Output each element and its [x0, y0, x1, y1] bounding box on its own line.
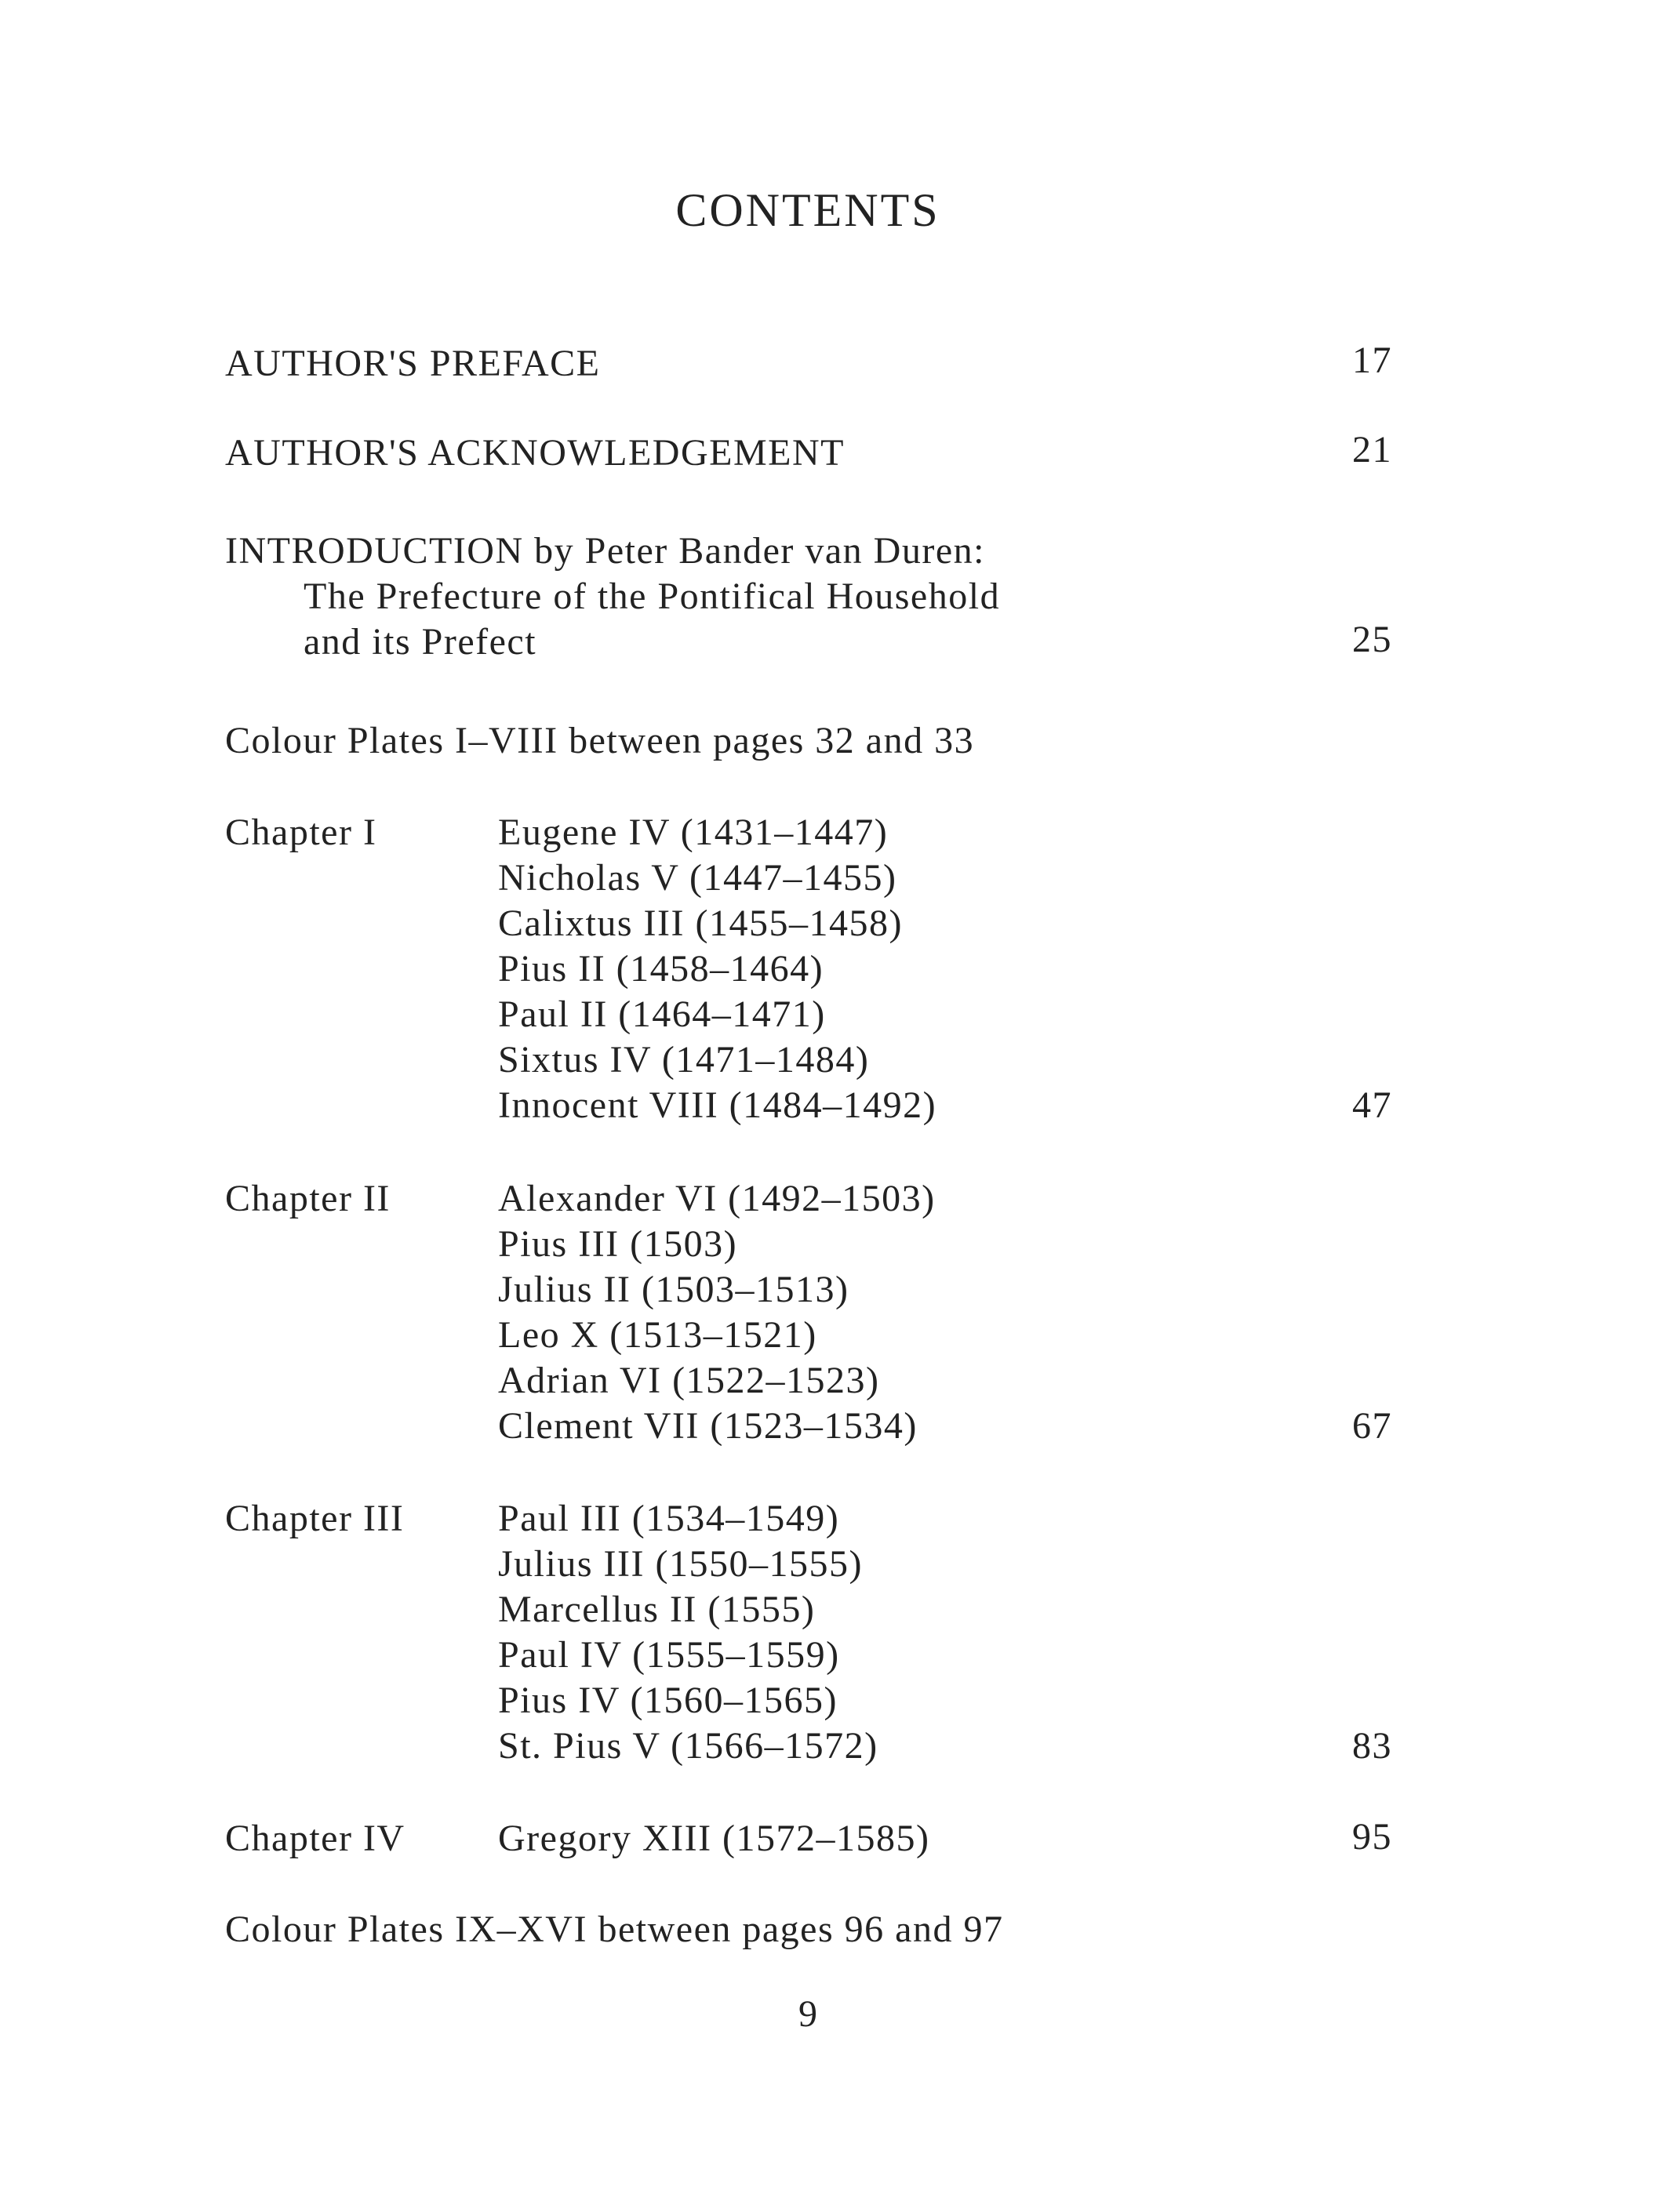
pope-entry: St. Pius V (1566–1572) [498, 1725, 878, 1767]
pope-entry: Julius II (1503–1513) [498, 1269, 849, 1310]
toc-entry-acknowledgement [225, 430, 845, 476]
pope-entry: Paul III (1534–1549) [498, 1498, 840, 1539]
pope-entry: Marcellus II (1555) [498, 1589, 816, 1630]
toc-page-number: 67 [1352, 1405, 1392, 1447]
toc-entry-introduction [225, 528, 1000, 665]
chapter-label: Chapter IV [225, 1818, 405, 1859]
pope-entry: Leo X (1513–1521) [498, 1314, 817, 1356]
chapter-label: Chapter II [225, 1178, 391, 1219]
pope-entry: Nicholas V (1447–1455) [498, 857, 897, 899]
page-number: 9 [798, 1993, 817, 2035]
pope-list [498, 810, 936, 1128]
pope-entry: Pius IV (1560–1565) [498, 1680, 838, 1721]
toc-page-number: 17 [1352, 340, 1392, 381]
pope-entry: Eugene IV (1431–1447) [498, 812, 889, 853]
toc-entry-text: AUTHOR'S ACKNOWLEDGEMENT [225, 432, 845, 474]
pope-list [498, 1176, 936, 1449]
toc-entry-text: Colour Plates IX–XVI between pages 96 and 97 [225, 1909, 1004, 1950]
pope-entry: Sixtus IV (1471–1484) [498, 1039, 870, 1081]
page-title: CONTENTS [675, 184, 940, 236]
toc-page-number: 25 [1352, 619, 1392, 660]
pope-entry: Clement VII (1523–1534) [498, 1405, 918, 1447]
pope-entry: Paul IV (1555–1559) [498, 1634, 840, 1676]
pope-entry: Julius III (1550–1555) [498, 1543, 863, 1585]
toc-entry-plates [225, 1907, 1003, 1952]
toc-page-number: 95 [1352, 1816, 1392, 1858]
pope-entry: Adrian VI (1522–1523) [498, 1360, 880, 1401]
chapter-label: Chapter III [225, 1498, 405, 1539]
toc-entry-preface [225, 341, 601, 387]
toc-entry-plates [225, 718, 974, 764]
toc-page-number: 47 [1352, 1084, 1392, 1126]
pope-list [498, 1496, 878, 1769]
toc-entry-text: INTRODUCTION by Peter Bander van Duren: [225, 530, 985, 572]
toc-page-number: 21 [1352, 429, 1392, 470]
toc-entry-text: AUTHOR'S PREFACE [225, 343, 601, 384]
toc-entry-text: The Prefecture of the Pontifical Household [304, 576, 1001, 617]
pope-entry: Alexander VI (1492–1503) [498, 1178, 936, 1219]
chapter-label: Chapter I [225, 812, 377, 853]
pope-entry: Calixtus III (1455–1458) [498, 903, 903, 944]
pope-entry: Pius III (1503) [498, 1223, 738, 1265]
pope-entry: Paul II (1464–1471) [498, 993, 826, 1035]
pope-entry: Pius II (1458–1464) [498, 948, 824, 990]
pope-entry: Innocent VIII (1484–1492) [498, 1084, 937, 1126]
toc-entry-text: Colour Plates I–VIII between pages 32 and 33 [225, 720, 975, 761]
toc-entry-text: and its Prefect [304, 621, 537, 663]
toc-page-number: 83 [1352, 1725, 1392, 1767]
pope-entry: Gregory XIII (1572–1585) [498, 1818, 930, 1859]
pope-list [498, 1816, 930, 1861]
